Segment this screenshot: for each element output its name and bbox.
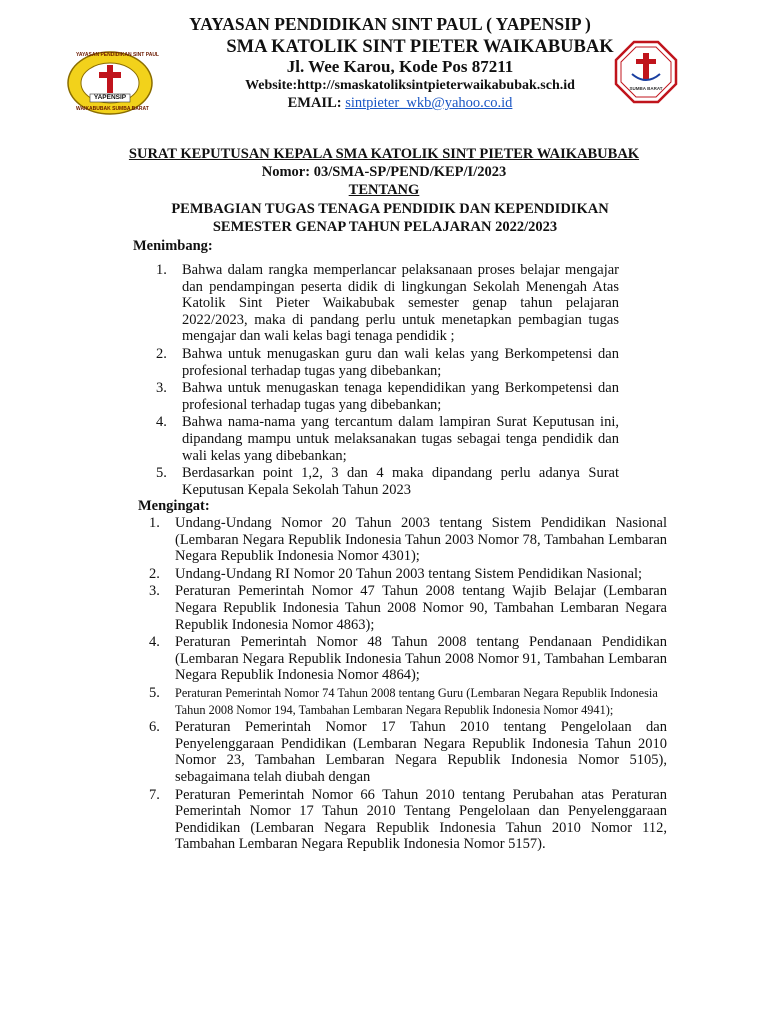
- item-text: Peraturan Pemerintah Nomor 66 Tahun 2010 tentang Perubahan atas Peraturan Pemerintah Nomor 17 Tahun 2010 Tentang Pengelolaan dan Penyelenggaraan Pendidikan (Lembaran Negara Republik Indonesia Tahun 2010 Nomor 112, Tambahan Lembaran Negara Republik Indonesia Nomor 5157).: [175, 786, 667, 853]
- item-text: Peraturan Pemerintah Nomor 48 Tahun 2008 tentang Pendanaan Pendidikan (Lembaran Negara Republik Indonesia Tahun 2008 Nomor 91, Tambahan Lembaran Negara Republik Indonesia Nomor 4864);: [175, 634, 667, 684]
- list-item: [156, 262, 619, 345]
- list-item: [156, 345, 619, 379]
- list-item: [149, 565, 667, 583]
- item-text: Bahwa untuk menugaskan tenaga kependidikan yang Berkompetensi dan profesional terhadap tugas yang dibebankan;: [182, 380, 619, 413]
- school-website: Website:http://smaskatoliksintpieterwaikabubak.sch.id: [245, 78, 575, 93]
- item-number: 3.: [156, 380, 167, 397]
- list-item: [149, 786, 667, 853]
- list-item: [156, 465, 619, 498]
- list-item: [156, 380, 619, 413]
- menimbang-heading: Menimbang:: [133, 238, 213, 254]
- item-number: 6.: [149, 719, 160, 736]
- decree-subject-line2: SEMESTER GENAP TAHUN PELAJARAN 2022/2023: [212, 219, 558, 235]
- decree-number: Nomor: 03/SMA-SP/PEND/KEP/I/2023: [261, 164, 507, 180]
- logo-right-caption: SUMBA BARAT: [629, 86, 663, 91]
- item-text: Undang-Undang Nomor 20 Tahun 2003 tentang Sistem Pendidikan Nasional (Lembaran Negara Republik Indonesia Tahun 2003 Nomor 78, Tambahan Lembaran Negara Republik Indonesia Nomor 4301);: [175, 515, 667, 565]
- item-text: Peraturan Pemerintah Nomor 17 Tahun 2010 tentang Pengelolaan dan Penyelenggaraan Pendidikan (Lembaran Negara Republik Indonesia Tahun 2010 Nomor 23, Tambahan Lembaran Negara Republik Indonesia Nomor 5105), sebagaimana telah diubah dengan: [175, 719, 667, 785]
- item-number: 7.: [149, 786, 160, 803]
- item-number: 5.: [156, 465, 167, 482]
- menimbang-list: [156, 262, 619, 498]
- list-item: [156, 414, 619, 464]
- logo-left-bottom-text: WAIKABUBAK SUMBA BARAT: [76, 106, 149, 112]
- list-item: [149, 684, 667, 718]
- item-text: Peraturan Pemerintah Nomor 47 Tahun 2008 tentang Wajib Belajar (Lembaran Negara Republik Indonesia Tahun 2008 Nomor 90, Tambahan Lembaran Negara Republik Indonesia Nomor 4863);: [175, 583, 667, 633]
- list-item: [149, 583, 667, 633]
- email-link[interactable]: sintpieter_wkb@yahoo.co.id: [345, 95, 513, 111]
- item-number: 2.: [156, 345, 167, 362]
- email-label: EMAIL:: [287, 95, 346, 111]
- list-item: [149, 515, 667, 565]
- item-number: 1.: [156, 262, 167, 278]
- list-item: [149, 719, 667, 785]
- item-text: Bahwa dalam rangka memperlancar pelaksanaan proses belajar mengajar dan pendampingan peserta didik di lingkungan Sekolah Menengah Atas Katolik Sint Pieter Waikabubak semester genap tahun pelajaran 2022/2023, maka di pandang perlu untuk menetapkan pembagian tugas mengajar dan wali kelas bagi tenaga pendidik ;: [182, 262, 619, 345]
- item-text: Undang-Undang RI Nomor 20 Tahun 2003 tentang Sistem Pendidikan Nasional;: [175, 565, 643, 582]
- item-number: 4.: [149, 634, 160, 651]
- logo-left-top-text: YAYASAN PENDIDIKAN SINT PAUL: [76, 52, 159, 58]
- email-line: [220, 95, 580, 112]
- decree-title: SURAT KEPUTUSAN KEPALA SMA KATOLIK SINT PIETER WAIKABUBAK: [128, 146, 640, 162]
- item-text: Bahwa untuk menugaskan guru dan wali kelas yang Berkompetensi dan profesional terhadap tugas yang dibebankan;: [182, 345, 619, 379]
- item-number: 2.: [149, 565, 160, 582]
- decree-subject-line1: PEMBAGIAN TUGAS TENAGA PENDIDIK DAN KEPENDIDIKAN: [171, 201, 609, 217]
- school-name: SMA KATOLIK SINT PIETER WAIKABUBAK: [226, 37, 614, 57]
- list-item: [149, 634, 667, 684]
- logo-left-center-text: YAPENSIP: [93, 94, 127, 101]
- item-text: Berdasarkan point 1,2, 3 dan 4 maka dipandang perlu adanya Surat Keputusan Kepala Sekolah Tahun 2023: [182, 465, 619, 498]
- item-text: Bahwa nama-nama yang tercantum dalam lampiran Surat Keputusan ini, dipandang mampu untuk melaksanakan tugas sebagai tenga pendidik dan wali kelas yang dibebankan;: [182, 414, 619, 464]
- mengingat-heading: Mengingat:: [138, 498, 210, 514]
- yapensip-logo: [66, 50, 159, 116]
- item-number: 4.: [156, 414, 167, 431]
- school-address: Jl. Wee Karou, Kode Pos 87211: [286, 57, 514, 76]
- item-text: Peraturan Pemerintah Nomor 74 Tahun 2008 tentang Guru (Lembaran Negara Republik Indonesia Tahun 2008 Nomor 194, Tambahan Lembaran Negara Republik Indonesia Nomor 4941);: [175, 685, 658, 717]
- mengingat-list: [149, 515, 667, 853]
- item-number: 3.: [149, 583, 160, 600]
- item-number: 1.: [149, 515, 160, 531]
- item-number: 5.: [149, 684, 160, 701]
- foundation-name: YAYASAN PENDIDIKAN SINT PAUL ( YAPENSIP ): [189, 14, 591, 34]
- decree-tentang: TENTANG: [348, 182, 420, 198]
